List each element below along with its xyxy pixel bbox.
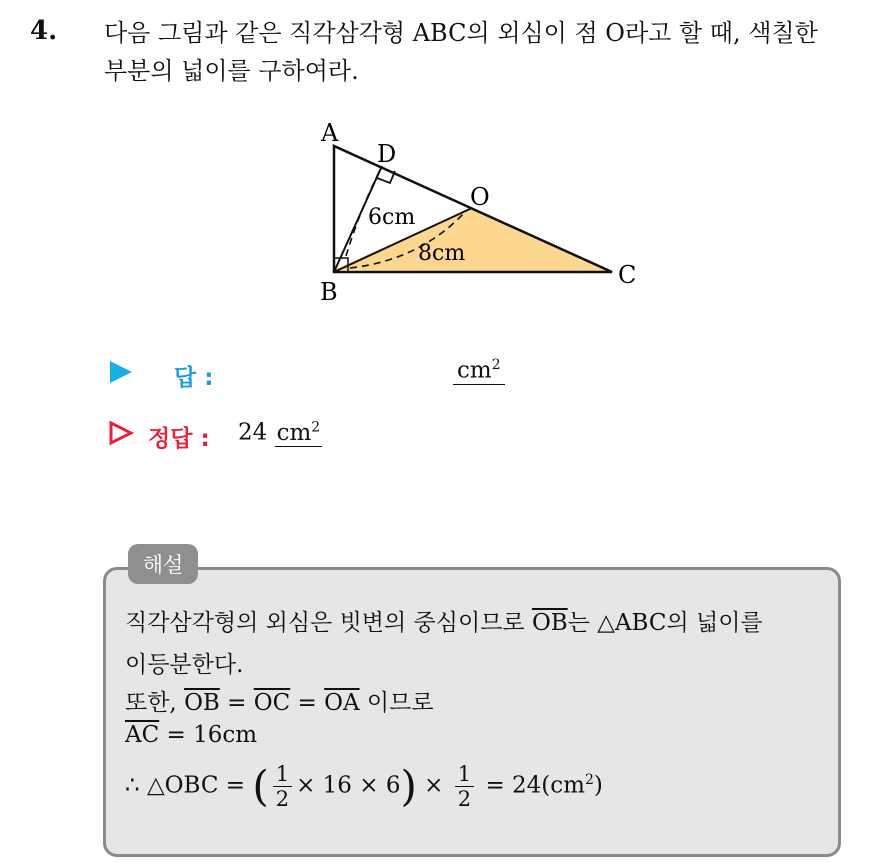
play-arrow-icon — [108, 359, 134, 385]
answer-label: 답 : — [174, 365, 214, 391]
question-text — [104, 14, 874, 90]
explanation-line-1: 직각삼각형의 외심은 빗변의 중심이므로 $\overline{OB}$는 △ABC의 넓이를 — [125, 610, 763, 636]
label-d: D — [377, 140, 397, 168]
label-o: O — [470, 183, 490, 211]
answer-row — [108, 355, 528, 395]
outline-arrow-icon — [108, 420, 134, 446]
explanation-line-4: $\overline{AC} = 16cm$ — [125, 722, 258, 748]
correct-answer-row — [108, 415, 528, 455]
triangle-figure — [300, 110, 660, 310]
question-number: 4. — [30, 16, 58, 46]
explanation-tag: 해설 — [128, 544, 198, 584]
correct-value: 24 $cm^2$ — [238, 419, 321, 446]
answer-unit[interactable]: $cm^2$ — [453, 357, 505, 385]
explanation-line-3: 또한, $\overline{OB} = \overline{OC} = \overline{OA}$ 이므로 — [125, 690, 434, 716]
fraction-half-2: $\frac{1}{2}$ — [455, 762, 474, 811]
label-b: B — [320, 278, 338, 306]
correct-label: 정답 : — [148, 426, 210, 452]
correct-unit: $cm^2$ — [276, 419, 321, 446]
explanation-line-5: ∴ △OBC = ( $\frac{1}{2}$ × 16 × 6) × $\frac{1}{2}$ = $24(cm^2)$ — [125, 761, 603, 811]
fraction-half-1: $\frac{1}{2}$ — [273, 762, 292, 811]
label-8cm: 8cm — [418, 241, 466, 266]
label-a: A — [321, 119, 339, 147]
label-c: C — [618, 261, 637, 289]
explanation-line-2: 이등분한다. — [125, 652, 244, 678]
label-6cm: 6cm — [368, 205, 416, 230]
question-line-1: 다음 그림과 같은 직각삼각형 ABC의 외심이 점 O라고 할 때, 색칠한 — [104, 19, 818, 47]
question-line-2: 부분의 넓이를 구하여라. — [104, 57, 359, 85]
